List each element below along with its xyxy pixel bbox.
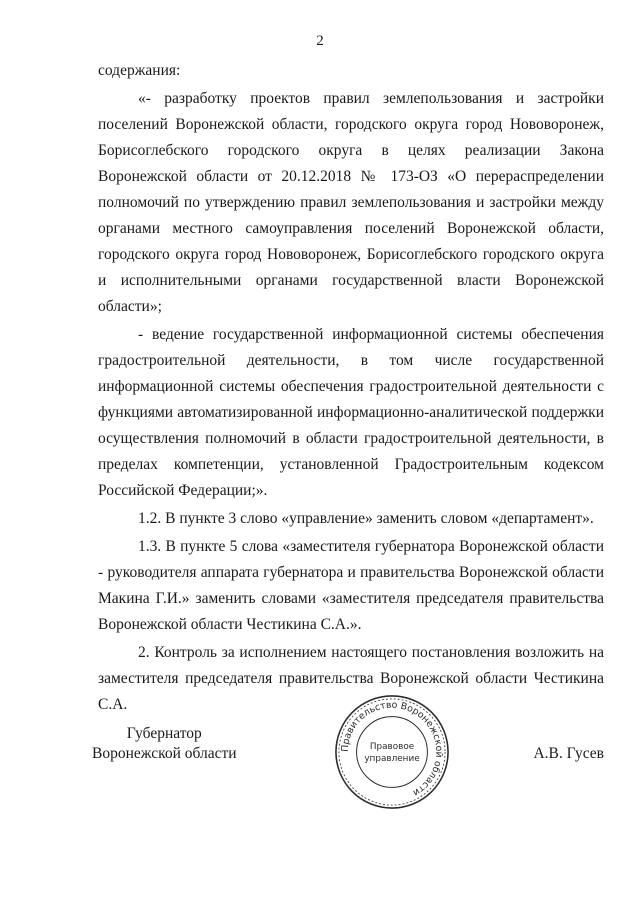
paragraph-item-1-2: 1.2. В пункте 3 слово «управление» заменить словом «департамент». xyxy=(138,510,594,527)
paragraph-information-system: - ведение государственной информационной системы обеспечения градостроительной деятельности, в том числе государственной информационной системы обеспечения градостроительной деятельности с функциями автоматизированной информационно-аналитической поддержки осуществления полномочий в области градостроительной деятельности, в пределах компетенции, установленной Градостроительным кодексом Российской Федерации;». xyxy=(98,326,604,499)
paragraph-intro: содержания: xyxy=(98,62,181,79)
signature-title-line1: Губернатор xyxy=(126,725,202,742)
official-stamp xyxy=(333,693,451,811)
signature-title-line2: Воронежской области xyxy=(92,745,237,762)
page-number: 2 xyxy=(316,33,324,49)
signature-name: А.В. Гусев xyxy=(533,745,604,762)
paragraph-item-2: 2. Контроль за исполнением настоящего постановления возложить на заместителя председателя правительства Воронежской области Честикина С.А. xyxy=(98,644,604,713)
stamp-seal-icon xyxy=(333,693,451,811)
document-body xyxy=(98,58,604,718)
paragraph-rules-development: «- разработку проектов правил землепользования и застройки поселений Воронежской области, городского округа город Нововоронеж, Борисоглебского городского округа в целях реализации Закона Воронежской области от 20.12.2018 № 173-ОЗ «О перераспределении полномочий по утверждению правил землепользования и застройки между органами местного самоуправления поселений Воронежской области, городского округа город Нововоронеж, Борисоглебского городского округа и исполнительными органами государственной власти Воронежской области»; xyxy=(98,90,604,315)
paragraph-item-1-3: 1.3. В пункте 5 слова «заместителя губернатора Воронежской области - руководителя аппарата губернатора и правительства Воронежской области Макина Г.И.» заменить словами «заместителя председателя правительства Воронежской области Честикина С.А.». xyxy=(98,538,604,633)
signature-title xyxy=(92,724,237,764)
stamp-center-line1: Правовое xyxy=(369,742,415,753)
stamp-ring-text: Правительство Воронежской области xyxy=(339,699,445,799)
stamp-center-line2: управление xyxy=(364,753,420,764)
